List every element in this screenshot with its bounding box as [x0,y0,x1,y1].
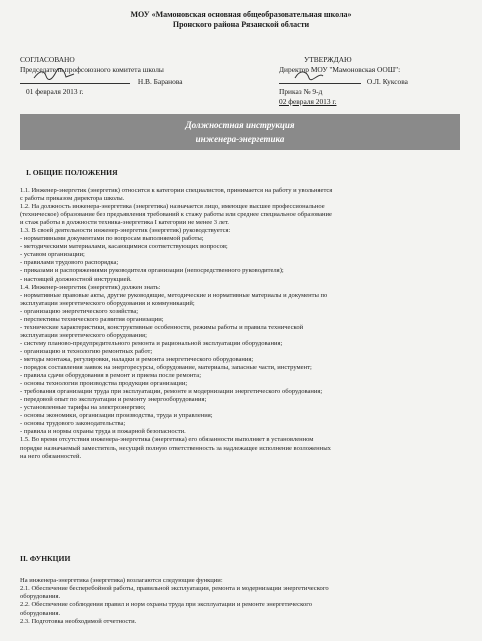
text-line: - установленные тарифы на электроэнергию; [20,404,146,412]
section-1-body [20,187,466,461]
text-line: - организацию и технологию ремонтных работ; [20,347,153,355]
text-line: эксплуатации энергетического оборудования и коммуникаций; [20,299,195,307]
document-title-banner [20,114,460,150]
text-line: (техническое) образование без предъявления требований к стажу работы или среднее специальное образование [20,211,332,219]
text-line: порядке назначаемый заместитель, несущий полную ответственность за надлежащее исполнение возложенных [20,444,331,452]
text-line: - организацию энергетического хозяйства; [20,307,139,315]
text-line: 2.3. Подготовка необходимой отчетности. [20,617,137,625]
text-line: - нормативными документами по вопросам выполняемой работы; [20,235,204,243]
text-line: - настоящей должностной инструкцией. [20,275,132,283]
handwritten-signature-icon [289,68,349,82]
text-line: и стаж работы в должности техника-энергетика I категории не менее 3 лет. [20,219,229,227]
text-line: эксплуатации энергетического оборудования; [20,331,147,339]
text-line: - основы экономики, организации производства, труда и управления; [20,412,213,420]
text-line: - уставом организации; [20,251,85,259]
approval-right-date: 02 февраля 2013 г. [279,97,337,106]
text-line: - основы технологии производства продукции организации; [20,380,188,388]
text-line: - правилами трудового распорядка; [20,259,119,267]
text-line: - порядок составления заявок на энергоресурсы, оборудование, материалы, запасные части, инструмент; [20,364,312,372]
text-line: На инженера-энергетика (энергетика) возлагаются следующие функции: [20,577,223,584]
text-line: 1.1. Инженер-энергетик (энергетик) относится к категории специалистов, принимается на работу и увольняется [20,187,333,194]
text-line: - систему планово-предупредительного ремонта и рациональной эксплуатации оборудования; [20,339,283,347]
approval-right-order: Приказ № 9-д [279,87,323,96]
text-line: на него обязанностей. [20,452,82,460]
approval-right-position: Директор МОУ "Мамоновская ООШ": [279,65,401,74]
section-2-body [20,577,466,626]
text-line: - основы трудового законодательства; [20,420,126,428]
text-line: 2.1. Обеспечение бесперебойной работы, правильной эксплуатации, ремонта и модернизации энергетического [20,585,329,593]
approval-left-name: Н.В. Баранова [137,77,183,86]
text-line: 1.2. На должность инженера-энергетика (энергетика) назначается лицо, имеющее высшее профессиональное [20,203,325,211]
text-line: - требования организации труда при эксплуатации, ремонте и модернизации энергетического оборудования; [20,388,323,396]
section-1-heading: I. ОБЩИЕ ПОЛОЖЕНИЯ [26,168,118,177]
text-line: 1.3. В своей деятельности инженер-энергетик (энергетик) руководствуется: [20,227,231,235]
text-line: - передовой опыт по эксплуатации и ремонту энергооборудования; [20,396,207,404]
signature-line [279,76,361,84]
approval-right-signature-line [279,76,408,87]
text-line: - методическими материалами, касающимися соответствующих вопросов; [20,243,228,251]
document-title: Должностная инструкция [185,120,295,130]
text-line: - перспективы технического развития организации; [20,315,164,323]
document-subtitle: инженера-энергетика [195,134,285,144]
text-line: - правила сдачи оборудования в ремонт и приема после ремонта; [20,372,202,380]
approval-left-date: 01 февраля 2013 г. [26,87,84,96]
text-line: - технические характеристики, конструктивные особенности, режимы работы и правила технической [20,323,304,331]
text-line: - правила и нормы охраны труда и пожарной безопасности. [20,428,186,436]
text-line: - приказами и распоряжениями руководителя организации (непосредственного руководителя); [20,267,284,275]
approval-right-name: О.Л. Куксова [366,77,408,86]
signature-line [20,76,130,84]
text-line: 2.2. Обеспечение соблюдения правил и норм охраны труда при эксплуатации и ремонте энергетического [20,601,313,609]
approval-left-signature-line [20,76,183,87]
text-line: оборудования. [20,593,61,601]
text-line: 1.5. Во время отсутствия инженера-энергетика (энергетика) его обязанности выполняет в установленном [20,436,314,444]
text-line: 1.4. Инженер-энергетик (энергетик) должен знать: [20,283,161,291]
text-line: оборудования. [20,609,61,617]
section-2-heading: II. ФУНКЦИИ [20,554,71,563]
approval-left-position: Председатель профсоюзного комитета школы [20,65,164,74]
school-district: Пронского района Рязанской области [172,20,310,29]
text-line: с работы приказом директора школы. [20,195,125,203]
text-line: - методы монтажа, регулировки, наладки и ремонта энергетического оборудования; [20,355,254,363]
school-name: МОУ «Мамоновская основная общеобразовательная школа» [130,10,352,19]
approval-left-label: СОГЛАСОВАНО [20,55,75,64]
handwritten-signature-icon [30,68,90,82]
approval-right-label: УТВЕРЖДАЮ [304,55,352,64]
text-line: - нормативные правовые акты, другие руководящие, методические и нормативные материалы и документы по [20,291,328,299]
